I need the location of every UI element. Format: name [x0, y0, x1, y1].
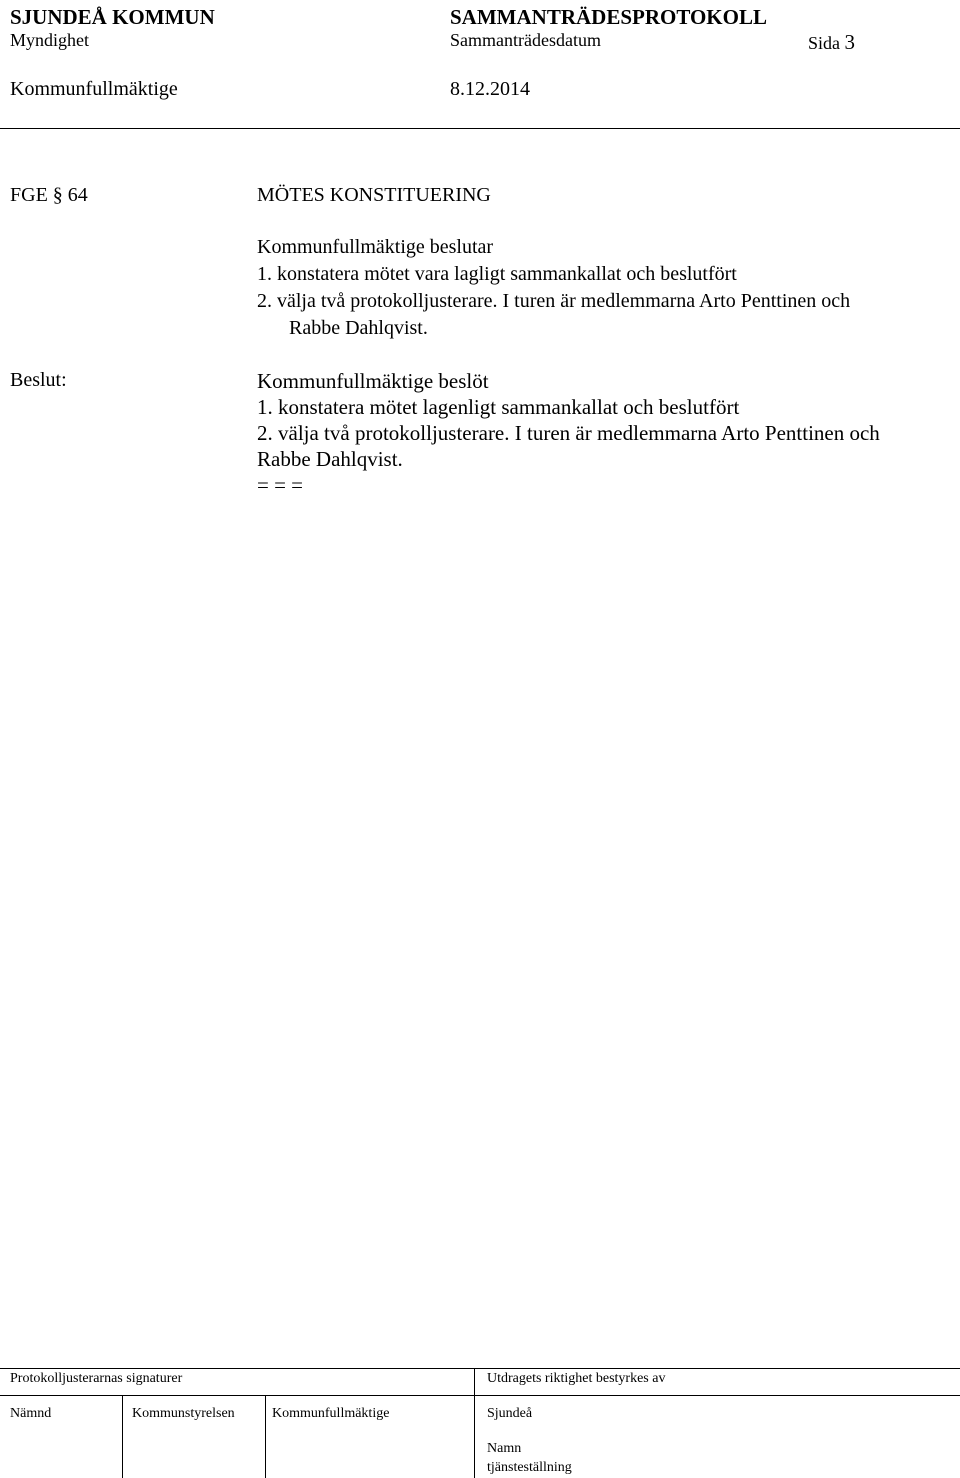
position-label: tjänsteställning	[487, 1460, 572, 1475]
place-name: Sjundeå	[487, 1406, 533, 1421]
proposal-lead: Kommunfullmäktige beslutar	[257, 236, 494, 258]
header-divider	[0, 128, 960, 129]
proposal-item-2-continued: Rabbe Dahlqvist.	[289, 317, 428, 339]
footer-divider-main	[474, 1368, 475, 1478]
decision-label: Beslut:	[10, 369, 67, 391]
body-municipal-board: Kommunstyrelsen	[132, 1406, 235, 1421]
page-indicator	[808, 30, 855, 55]
decision-line-3: Rabbe Dahlqvist.	[257, 447, 403, 471]
org-name: SJUNDEÅ KOMMUN	[10, 5, 215, 29]
body-label: Nämnd	[10, 1406, 52, 1421]
signatures-label: Protokolljusterarnas signaturer	[10, 1371, 183, 1386]
certified-label: Utdragets riktighet bestyrkes av	[487, 1371, 666, 1386]
document-type: SAMMANTRÄDESPROTOKOLL	[450, 5, 767, 29]
body-council: Kommunfullmäktige	[272, 1406, 390, 1421]
footer-top-line	[0, 1368, 960, 1369]
authority-label: Myndighet	[10, 30, 89, 50]
decision-lead: Kommunfullmäktige beslöt	[257, 369, 489, 393]
proposal-item-2: 2. välja två protokolljusterare. I turen är medlemmarna Arto Penttinen och	[257, 290, 851, 312]
footer-row-line	[0, 1395, 960, 1396]
name-label: Namn	[487, 1441, 522, 1456]
authority-name: Kommunfullmäktige	[10, 78, 178, 100]
section-title: MÖTES KONSTITUERING	[257, 184, 491, 206]
footer-divider-2	[265, 1395, 266, 1478]
section-code: FGE § 64	[10, 184, 88, 206]
footer-divider-1	[122, 1395, 123, 1478]
decision-line-1: 1. konstatera mötet lagenligt sammankallat och beslutfört	[257, 395, 740, 419]
meeting-date-label: Sammanträdesdatum	[450, 30, 601, 50]
page-number: 3	[844, 30, 856, 54]
end-marker: = = =	[257, 473, 304, 497]
meeting-date: 8.12.2014	[450, 78, 530, 100]
proposal-item-1: 1. konstatera mötet vara lagligt sammankallat och beslutfört	[257, 263, 737, 285]
decision-line-2: 2. välja två protokolljusterare. I turen är medlemmarna Arto Penttinen och	[257, 421, 880, 445]
page-label: Sida	[808, 33, 841, 53]
